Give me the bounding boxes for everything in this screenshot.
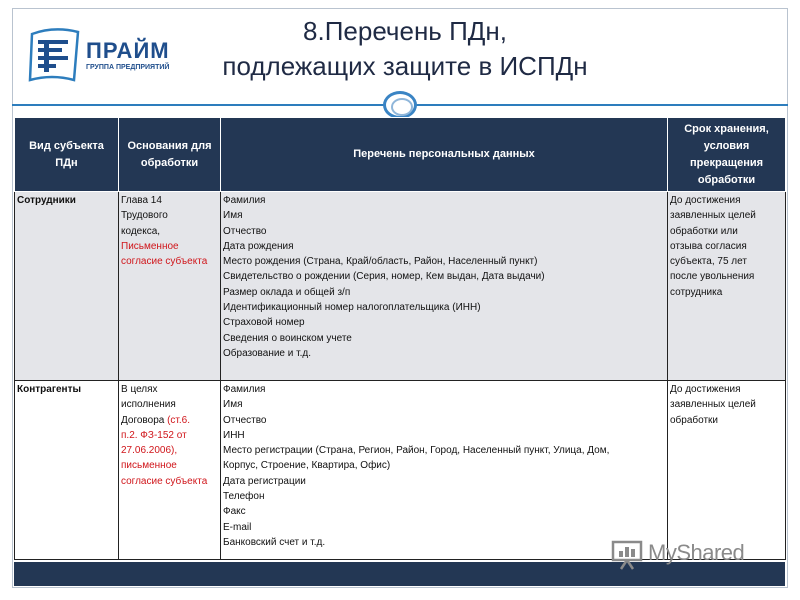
data-item: Дата рождения bbox=[223, 240, 294, 252]
slide-title bbox=[170, 14, 640, 84]
basis-line-red: п.2. ФЗ-152 от bbox=[121, 429, 187, 441]
data-item: Банковский счет и т.д. bbox=[223, 536, 326, 548]
data-item: Телефон bbox=[223, 491, 265, 503]
data-item: ИНН bbox=[223, 429, 245, 441]
retention-line: До достижения bbox=[670, 195, 741, 206]
table-header-row bbox=[15, 118, 786, 192]
basis-line: Трудового bbox=[121, 210, 168, 222]
data-item: Имя bbox=[223, 210, 243, 222]
presentation-icon bbox=[610, 536, 646, 570]
basis-line: В целях bbox=[121, 384, 158, 395]
logo-brand: ПРАЙМ bbox=[86, 38, 170, 63]
data-item: Фамилия bbox=[223, 384, 266, 395]
data-item: Идентификационный номер налогоплательщика (ИНН) bbox=[223, 302, 481, 314]
header-basis: Основания для обработки bbox=[119, 118, 221, 192]
basis-line-red: согласие субъекта bbox=[121, 475, 208, 487]
watermark bbox=[608, 536, 768, 572]
cell-basis bbox=[119, 381, 221, 560]
cell-data bbox=[221, 192, 668, 381]
retention-line: отзыва согласия bbox=[670, 240, 747, 252]
data-item: Фамилия bbox=[223, 195, 266, 206]
basis-line: исполнения bbox=[121, 399, 176, 411]
data-item: Размер оклада и общей з/п bbox=[223, 286, 351, 298]
watermark-text: MyShared bbox=[648, 540, 745, 565]
retention-line: обработки или bbox=[670, 225, 738, 237]
cell-basis bbox=[119, 192, 221, 381]
header-data: Перечень персональных данных bbox=[221, 118, 668, 192]
retention-line: обработки bbox=[670, 414, 719, 426]
basis-line: Глава 14 bbox=[121, 195, 162, 206]
data-item: Дата регистрации bbox=[223, 475, 306, 487]
retention-line: после увольнения bbox=[670, 271, 755, 283]
data-item: Образование и т.д. bbox=[223, 347, 311, 359]
cell-retention bbox=[668, 192, 786, 381]
retention-line: заявленных целей bbox=[670, 210, 756, 222]
retention-line: заявленных целей bbox=[670, 399, 756, 411]
company-logo bbox=[24, 24, 194, 88]
basis-line-mixed bbox=[121, 413, 218, 428]
basis-text-red: (ст.6. bbox=[164, 414, 191, 426]
retention-line: До достижения bbox=[670, 384, 741, 395]
basis-line-red: письменное bbox=[121, 460, 177, 472]
data-item: Корпус, Строение, Квартира, Офис) bbox=[223, 460, 391, 472]
title-line-2: подлежащих защите в ИСПДн bbox=[222, 51, 588, 81]
retention-line: сотрудника bbox=[670, 286, 723, 298]
table-row bbox=[15, 381, 786, 560]
data-item: Сведения о воинском учете bbox=[223, 332, 352, 344]
header-subject: Вид субъекта ПДн bbox=[15, 118, 119, 192]
basis-line-red: Письменное bbox=[121, 240, 179, 252]
data-item: Место регистрации (Страна, Регион, Район, Город, Населенный пункт, Улица, Дом, bbox=[223, 445, 610, 457]
data-item: Страховой номер bbox=[223, 317, 305, 329]
header-retention: Срок хранения, условия прекращения обработки bbox=[668, 118, 786, 192]
pd-table bbox=[14, 117, 786, 560]
prime-logo-icon bbox=[24, 24, 86, 86]
data-item: Свидетельство о рождении (Серия, номер, Кем выдан, Дата выдачи) bbox=[223, 271, 545, 283]
ring-ornament-icon bbox=[383, 91, 417, 119]
retention-line: субъекта, 75 лет bbox=[670, 256, 747, 268]
title-line-1: 8.Перечень ПДн, bbox=[303, 16, 507, 46]
data-item: Имя bbox=[223, 399, 243, 411]
cell-subject: Сотрудники bbox=[15, 192, 119, 381]
cell-subject: Контрагенты bbox=[15, 381, 119, 560]
basis-text: Договора bbox=[121, 414, 165, 426]
data-item: Место рождения (Страна, Край/область, Район, Населенный пункт) bbox=[223, 256, 538, 268]
basis-line-red: согласие субъекта bbox=[121, 256, 208, 268]
logo-subtitle: ГРУППА ПРЕДПРИЯТИЙ bbox=[86, 64, 170, 71]
cell-retention bbox=[668, 381, 786, 560]
basis-line: кодекса, bbox=[121, 225, 161, 237]
table-row bbox=[15, 192, 786, 381]
cell-data bbox=[221, 381, 668, 560]
data-item: Отчество bbox=[223, 414, 267, 426]
data-item: Отчество bbox=[223, 225, 267, 237]
data-item: Факс bbox=[223, 506, 246, 518]
data-item: E-mail bbox=[223, 521, 252, 533]
basis-line-red: 27.06.2006), bbox=[121, 445, 178, 457]
